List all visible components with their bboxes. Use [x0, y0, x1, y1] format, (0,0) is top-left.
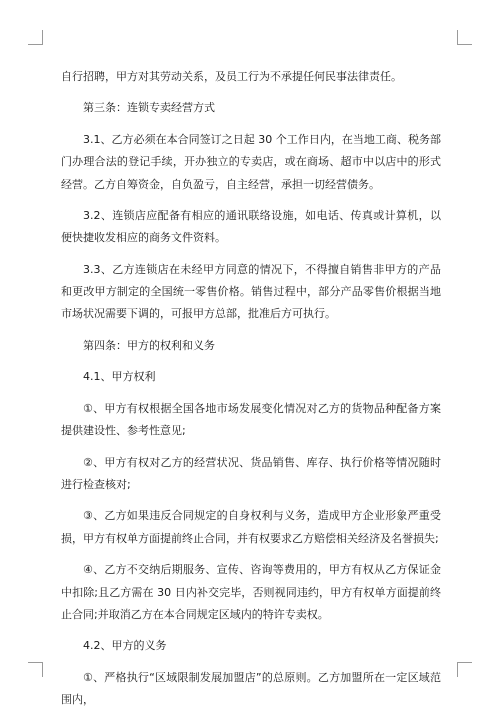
corner-crop-mark-bottom-right: [457, 662, 472, 677]
section-heading-article-4: 第四条：甲方的权利和义务: [83, 338, 215, 352]
subheading-4-1: 4.1、甲方权利: [83, 370, 156, 384]
paragraph-3-3: 3.3、乙方连锁店在未经甲方同意的情况下，不得擅自销售非甲方的产品和更改甲方制定的全国统一零售价格。销售过程中，部分产品零售价根据当地市场状况需要下调的，可报甲方总部，批准后方可执行。: [61, 262, 441, 321]
paragraph-3-1: 3.1、乙方必须在本合同签订之日起 30 个工作日内，在当地工商、税务部门办理合法的登记手续，开办独立的专卖店，或在商场、超市中以店中的形式经营。乙方自筹资金，自负盈亏，自主经营，承担一切经营债务。: [61, 132, 441, 191]
document-body: [61, 66, 441, 721]
paragraph-3-2: 3.2、连锁店应配备有相应的通讯联络设施，如电话、传真或计算机，以便快捷收发相应的商务文件资料。: [61, 209, 441, 245]
list-item-1: ①、甲方有权根据全国各地市场发展变化情况对乙方的货物品种配备方案提供建设性、参考性意见;: [61, 401, 441, 438]
corner-crop-mark-top-left: [28, 30, 43, 45]
paragraph-continuation: 自行招聘，甲方对其劳动关系，及员工行为不承提任何民事法律责任。: [61, 70, 402, 83]
corner-crop-mark-bottom-left: [28, 662, 43, 677]
list-item-3: ③、乙方如果违反合同规定的自身权利与义务，造成甲方企业形象严重受损，甲方有权单方面提前终止合同，并有权要求乙方赔偿相关经济及名誉损失;: [61, 509, 441, 545]
list-item-2: ②、甲方有权对乙方的经营状况、货品销售、库存、执行价格等情况随时进行检查核对;: [61, 455, 441, 491]
subheading-4-2: 4.2、甲方的义务: [83, 639, 167, 653]
section-heading-article-3: 第三条：连锁专卖经营方式: [83, 101, 215, 115]
list-item-duty-1: ①、严格执行“区域限制发展加盟店”的总原则。乙方加盟所在一定区域范围内，: [61, 670, 441, 707]
corner-crop-mark-top-right: [457, 30, 472, 45]
list-item-4: ④、乙方不交纳后期服务、宣传、咨询等费用的，甲方有权从乙方保证金中扣除;且乙方需在 30 日内补交完毕，否则视同违约，甲方有权单方面提前终止合同;并取消乙方在本合同规定区域内的特许专卖权。: [61, 563, 441, 621]
